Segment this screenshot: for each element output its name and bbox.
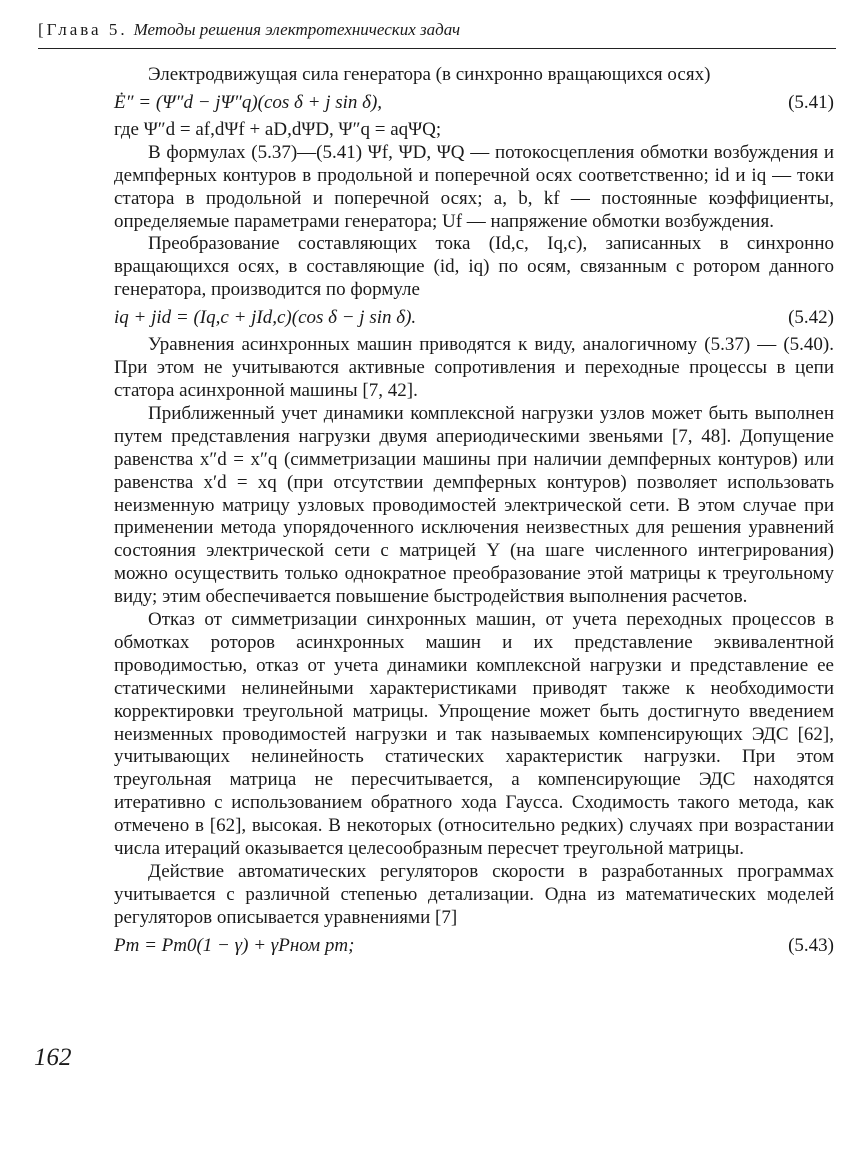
page-number: 162 <box>34 1044 72 1071</box>
equation-number: (5.42) <box>788 307 834 329</box>
equation-5-41 <box>114 89 834 117</box>
equation-text: iq + jid = (Iq,c + jId,c)(cos δ − j sin δ). <box>114 307 417 329</box>
equation-text: Pт = Pт0(1 − γ) + γPном pт; <box>114 934 355 956</box>
paragraph: Преобразование составляющих тока (Id,c, Iq,c), записанных в синхронно вращающихся осях, в составляющие (id, iq) по осям, связанным с ротором данного генератора, производится по формуле <box>114 233 834 301</box>
equation-5-42 <box>114 304 834 332</box>
paragraph: Электродвижущая сила генератора (в синхронно вращающихся осях) <box>148 64 711 85</box>
paragraph: Приближенный учет динамики комплексной нагрузки узлов может быть выполнен путем представления нагрузки двумя апериодическими звеньями [7, 48]. Допущение равенства x″d = x″q (симметризации машины при наличии демпферных контуров) или равенства x′d = xq (при отсутствии демпферных контуров) позволяет использовать неизменную матрицу узловых проводимостей электрической сети. В этом случае при применении метода упорядоченного исключения неизвестных для решения уравнений состояния электрической сети с матрицей Y (на шаге численного интегрирования) можно осуществить только однократное преобразование этой матрицы к треугольному виду; этим обеспечивается повышение быстродействия выполнения расчетов. <box>114 402 834 608</box>
where-clause: где Ψ″d = af,dΨf + aD,dΨD, Ψ″q = aqΨQ; <box>114 118 442 140</box>
paragraph: В формулах (5.37)—(5.41) Ψf, ΨD, ΨQ — потокосцепления обмотки возбуждения и демпферных контуров в продольной и поперечной осях соответственно; id и iq — токи статора в продольной и поперечной осях; a, b, kf — постоянные коэффициенты, определяемые параметрами генератора; Uf — напряжение обмотки возбуждения. <box>114 141 834 232</box>
equation-text: Ė″ = (Ψ″d − jΨ″q)(cos δ + j sin δ), <box>114 91 383 113</box>
chapter-label: [Глава 5. <box>38 20 128 39</box>
paragraph: Действие автоматических регуляторов скорости в разработанных программах учитывается с различной степенью детализации. Одна из математических моделей регуляторов описывается уравнениями [7] <box>114 861 834 928</box>
chapter-title: Методы решения электротехнических задач <box>133 20 461 39</box>
equation-number: (5.43) <box>788 934 834 956</box>
paragraph: Отказ от симметризации синхронных машин, от учета переходных процессов в обмотках роторов асинхронных машин и их представление эквивалентной проводимостью, отказ от учета динамики комплексной нагрузки и представление ее статическими нелинейными характеристиками приводят также к необходимости корректировки треугольной матрицы. Упрощение может быть достигнуто введением неизменных проводимостей нагрузки и так называемых компенсирующих ЭДС [62], учитывающих нелинейность статических характеристик нагрузки. При этом треугольная матрица не пересчитывается, а компенсирующие ЭДС находятся итеративно с использованием обратного хода Гаусса. Сходимость такого метода, как отмечено в [62], высокая. В некоторых (относительно редких) случаях при возрастании числа итераций оказывается целесообразным пересчет треугольной матрицы. <box>114 609 834 860</box>
paragraph: Уравнения асинхронных машин приводятся к виду, аналогичному (5.37) — (5.40). При этом не учитываются активные сопротивления и переходные процессы в цепи статора асинхронной машины [7, 42]. <box>114 334 834 401</box>
page-body <box>114 64 834 962</box>
equation-number: (5.41) <box>788 91 834 113</box>
header-line <box>38 20 460 40</box>
running-header <box>38 18 836 49</box>
equation-5-43 <box>114 932 834 960</box>
